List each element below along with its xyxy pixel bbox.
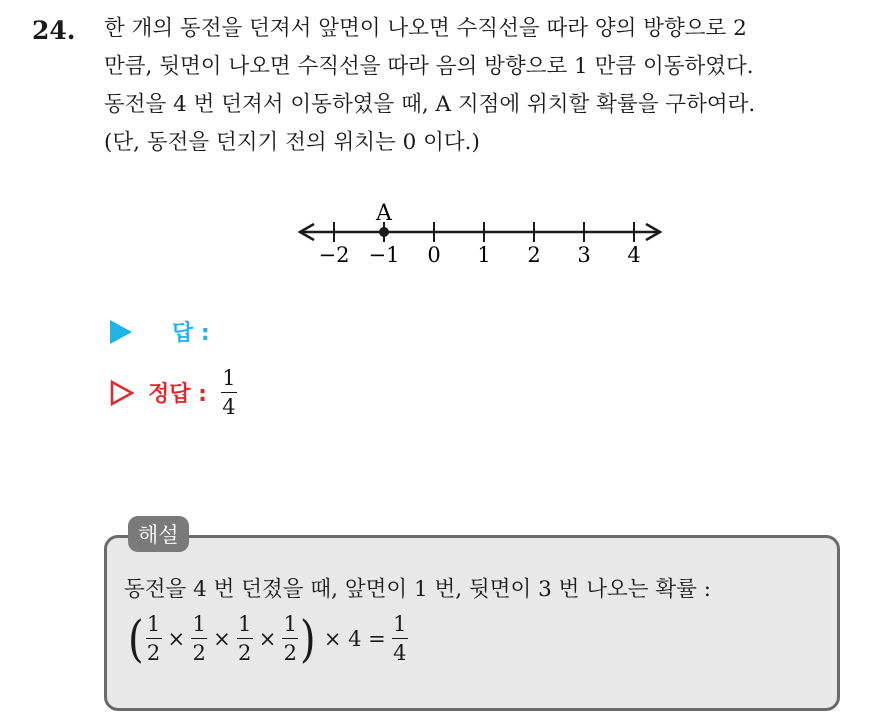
number-line xyxy=(290,190,670,274)
question-line: 동전을 4 번 던져서 이동하였을 때, A 지점에 위치할 확률을 구하여라. xyxy=(104,92,756,117)
fraction-numerator: 1 xyxy=(238,612,252,636)
correct-answer-fraction xyxy=(221,366,237,419)
play-icon xyxy=(110,320,132,344)
question-line: 한 개의 동전을 던져서 앞면이 나오면 수직선을 따라 양의 방향으로 2 xyxy=(104,16,747,41)
multiply-equals: × 4 = xyxy=(323,626,386,651)
fraction-denominator: 4 xyxy=(393,641,407,665)
point-a-label: A xyxy=(376,201,392,226)
fraction-numerator: 1 xyxy=(146,612,161,636)
fraction-numerator: 1 xyxy=(192,612,206,636)
fraction-numerator: 1 xyxy=(393,612,407,636)
half-fraction xyxy=(146,612,162,665)
tick-label: −1 xyxy=(368,243,400,267)
times-sign: × xyxy=(213,626,231,651)
fraction-denominator: 2 xyxy=(192,641,206,665)
question-line: 만큼, 뒷면이 나오면 수직선을 따라 음의 방향으로 1 만큼 이동하였다. xyxy=(104,54,754,79)
fraction-numerator: 1 xyxy=(222,366,236,390)
close-paren: ) xyxy=(300,609,316,668)
explanation-text: 동전을 4 번 던졌을 때, 앞면이 1 번, 뒷면이 3 번 나오는 확률 : xyxy=(124,577,711,602)
times-sign: × xyxy=(258,626,277,651)
fraction-denominator: 2 xyxy=(146,641,161,665)
fraction-denominator: 2 xyxy=(238,641,252,665)
answer-row xyxy=(110,316,210,347)
tick-label: 2 xyxy=(527,243,541,267)
play-outline-icon xyxy=(110,380,134,406)
explanation-formula xyxy=(126,609,408,668)
half-fraction xyxy=(191,612,207,665)
fraction-numerator: 1 xyxy=(283,612,298,636)
tick-label: −2 xyxy=(318,243,350,267)
tick-label: 0 xyxy=(427,243,441,267)
tick-label: 1 xyxy=(477,243,491,267)
tick-label: 4 xyxy=(627,243,641,267)
question-line: (단, 동전을 던지기 전의 위치는 0 이다.) xyxy=(104,130,480,155)
fraction-denominator: 2 xyxy=(283,641,298,665)
half-fraction xyxy=(282,612,298,665)
question-text xyxy=(104,10,874,162)
question-number: 24. xyxy=(32,16,76,45)
answer-label: 답 : xyxy=(172,321,210,346)
explanation-tab: 해설 xyxy=(128,516,189,552)
times-sign: × xyxy=(167,626,186,651)
correct-answer-row xyxy=(110,366,237,419)
point-a-dot xyxy=(379,227,389,237)
half-fraction xyxy=(237,612,253,665)
result-fraction xyxy=(392,612,408,665)
tick-label: 3 xyxy=(577,243,591,267)
fraction-denominator: 4 xyxy=(222,395,236,419)
open-paren: ( xyxy=(127,609,144,668)
correct-answer-label: 정답 : xyxy=(148,382,207,407)
